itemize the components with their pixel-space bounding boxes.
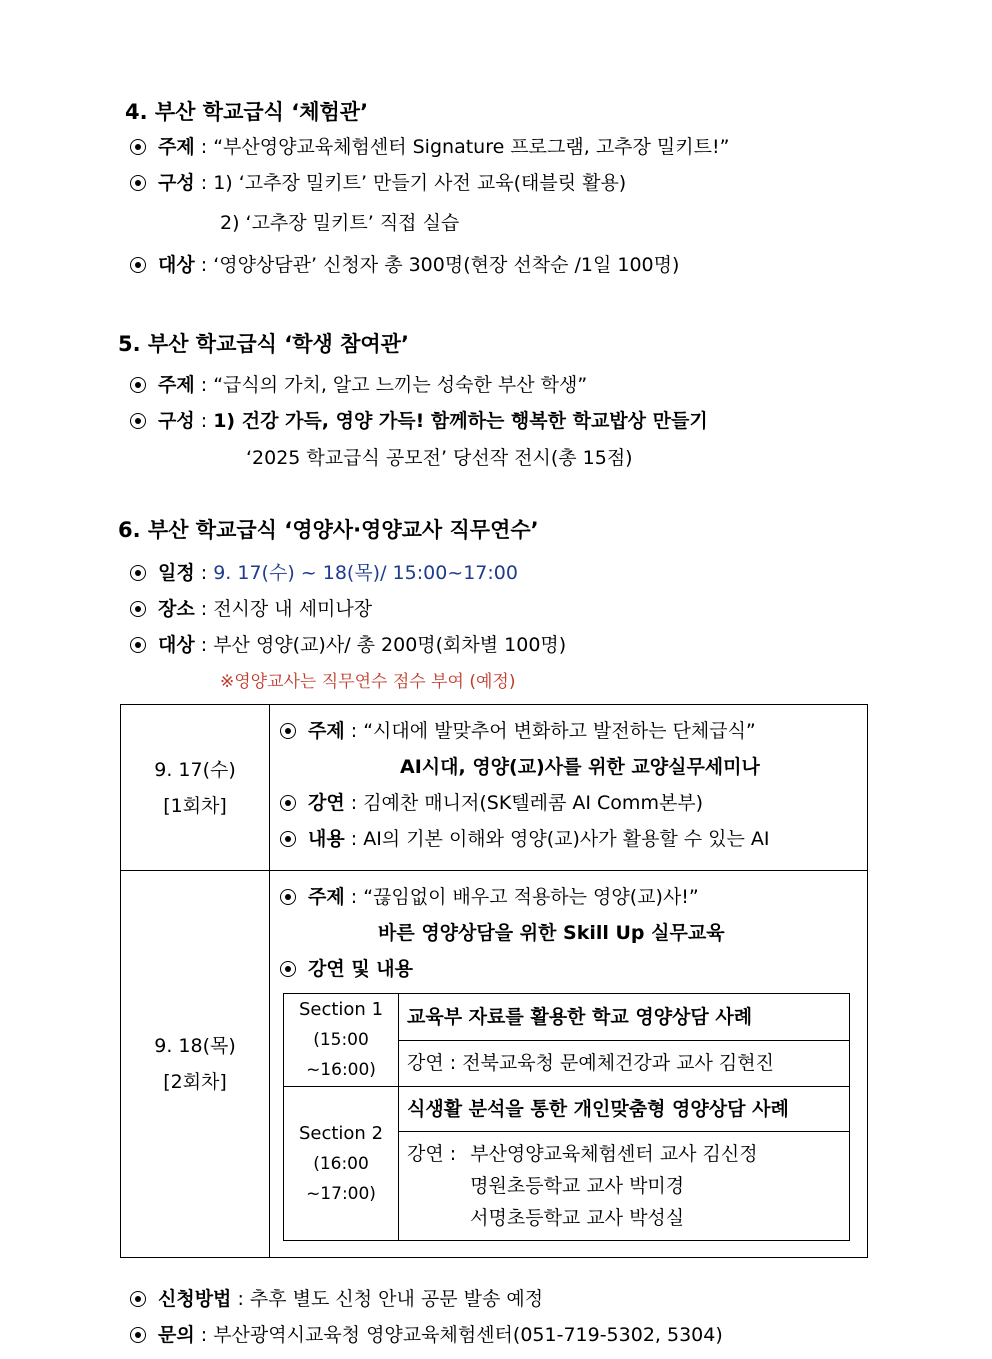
item-label: 강연 및 내용 (308, 958, 413, 980)
section5-topic: 주제 : “급식의 가치, 알고 느끼는 성숙한 부산 학생” (130, 370, 587, 397)
section-name: Section 1 (298, 999, 384, 1020)
circled-dot-icon (130, 139, 146, 155)
session2-content-cell (270, 871, 868, 1258)
section-time: (16:00 (313, 1153, 369, 1174)
item-text: 전시장 내 세미나장 (213, 598, 373, 620)
item-label: 문의 (158, 1324, 195, 1346)
section2-speakers (399, 1132, 850, 1241)
item-label: 구성 (158, 410, 195, 432)
section-time: (15:00 (313, 1030, 369, 1050)
section-time: ~17:00) (306, 1183, 376, 1204)
item-label: 주제 (158, 374, 195, 396)
table-row (121, 705, 868, 871)
section6-heading: 6. 부산 학교급식 ‘영양사·영양교사 직무연수’ (118, 518, 539, 542)
section4-composition-cont: 2) ‘고추장 밀키트’ 직접 실습 (220, 212, 460, 234)
section4-target: 대상 : ‘영양상담관’ 신청자 총 300명(현장 선착순 /1일 100명) (130, 250, 679, 277)
item-text: ‘영양상담관’ 신청자 총 300명(현장 선착순 /1일 100명) (213, 254, 680, 276)
section5-composition: 구성 : 1) 건강 가득, 영양 가득! 함께하는 행복한 학교밥상 만들기 (130, 406, 708, 433)
session-date: 9. 17(수) (154, 758, 236, 781)
circled-dot-icon (280, 831, 296, 847)
item-text: 1) ‘고추장 밀키트’ 만들기 사전 교육(태블릿 활용) (213, 172, 627, 194)
section2-title: 식생활 분석을 통한 개인맞춤형 영양상담 사례 (399, 1087, 850, 1132)
session2-lecture-heading (280, 951, 850, 987)
item-label: 주제 (308, 720, 345, 742)
circled-dot-icon (280, 723, 296, 739)
section6-schedule: 일정 : 9. 17(수) ~ 18(목)/ 15:00~17:00 (130, 558, 518, 585)
item-label: 장소 (158, 598, 195, 620)
session1-content-cell (270, 705, 868, 871)
item-label: 대상 (158, 634, 195, 656)
section4-composition: 구성 : 1) ‘고추장 밀키트’ 만들기 사전 교육(태블릿 활용) (130, 168, 626, 195)
circled-dot-icon (280, 795, 296, 811)
item-label: 대상 (158, 254, 195, 276)
item-text: “부산영양교육체험센터 Signature 프로그램, 고추장 밀키트!” (213, 136, 730, 158)
session2-topic: 주제 : “끊임없이 배우고 적용하는 영양(교)사!” (280, 879, 850, 915)
session1-topic-sub: AI시대, 영양(교)사를 위한 교양실무세미나 (400, 756, 760, 778)
section6-target: 대상 : 부산 영양(교)사/ 총 200명(회차별 100명) (130, 630, 566, 657)
section2-cell (284, 1087, 399, 1241)
section6-venue: 장소 : 전시장 내 세미나장 (130, 594, 372, 621)
session1-topic: 주제 : “시대에 발맞추어 변화하고 발전하는 단체급식” (280, 713, 867, 749)
session1-lecture: 강연 : 김예찬 매니저(SK텔레콤 AI Comm본부) (280, 785, 867, 821)
section1-speakers (399, 1040, 850, 1087)
section5-heading: 5. 부산 학교급식 ‘학생 참여관’ (118, 332, 409, 356)
item-label: 일정 (158, 562, 195, 584)
footer-contact: 문의 : 부산광역시교육청 영양교육체험센터(051-719-5302, 5304) (130, 1320, 723, 1347)
item-label: 구성 (158, 172, 195, 194)
circled-dot-icon (130, 413, 146, 429)
session-round: [1회차] (163, 794, 227, 817)
section5-composition-cont: ‘2025 학교급식 공모전’ 당선작 전시(총 15점) (246, 447, 633, 469)
item-text: 1) 건강 가득, 영양 가득! 함께하는 행복한 학교밥상 만들기 (213, 410, 708, 432)
seminar-schedule-table (120, 704, 868, 1258)
item-text: 부산 영양(교)사/ 총 200명(회차별 100명) (213, 634, 567, 656)
item-text: 김예찬 매니저(SK텔레콤 AI Comm본부) (363, 792, 704, 814)
circled-dot-icon (130, 175, 146, 191)
circled-dot-icon (130, 1291, 146, 1307)
session1-date-cell (121, 705, 270, 871)
section6-note: ※영양교사는 직무연수 점수 부여 (예정) (220, 672, 516, 692)
section1-cell (284, 994, 399, 1087)
session2-topic-sub: 바른 영양상담을 위한 Skill Up 실무교육 (378, 922, 725, 944)
item-label: 주제 (158, 136, 195, 158)
session2-date-cell (121, 871, 270, 1258)
table-row (121, 871, 868, 1258)
item-label: 내용 (308, 828, 345, 850)
speaker-name: 부산영양교육체험센터 교사 김신정 (470, 1143, 758, 1165)
circled-dot-icon (130, 377, 146, 393)
speaker-prefix: 강연 : (407, 1143, 457, 1165)
item-text: “급식의 가치, 알고 느끼는 성숙한 부산 학생” (213, 374, 588, 396)
speaker-name: 전북교육청 문예체건강과 교사 김현진 (462, 1052, 774, 1075)
item-label: 신청방법 (158, 1288, 232, 1310)
table-row (284, 994, 850, 1041)
item-text: AI의 기본 이해와 영양(교)사가 활용할 수 있는 AI (363, 828, 770, 850)
item-text: 9. 17(수) ~ 18(목)/ 15:00~17:00 (213, 562, 518, 584)
footer-apply: 신청방법 : 추후 별도 신청 안내 공문 발송 예정 (130, 1284, 543, 1311)
circled-dot-icon (130, 601, 146, 617)
session-round: [2회차] (163, 1071, 227, 1093)
circled-dot-icon (280, 961, 296, 977)
item-label: 강연 (308, 792, 345, 814)
circled-dot-icon (130, 257, 146, 273)
circled-dot-icon (130, 1327, 146, 1343)
speaker-name: 명원초등학교 교사 박미경 (470, 1175, 685, 1197)
item-text: “끊임없이 배우고 적용하는 영양(교)사!” (363, 886, 699, 908)
section-table (283, 993, 850, 1241)
section4-heading: 4. 부산 학교급식 ‘체험관’ (125, 100, 369, 124)
section1-title: 교육부 자료를 활용한 학교 영양상담 사례 (399, 994, 850, 1041)
item-text: 추후 별도 신청 안내 공문 발송 예정 (249, 1288, 544, 1310)
item-text: “시대에 발맞추어 변화하고 발전하는 단체급식” (363, 720, 756, 742)
table-row (284, 1087, 850, 1132)
section-name: Section 2 (298, 1122, 384, 1144)
section4-topic: 주제 : “부산영양교육체험센터 Signature 프로그램, 고추장 밀키트!” (130, 132, 729, 159)
item-label: 주제 (308, 886, 345, 908)
circled-dot-icon (130, 565, 146, 581)
section-time: ~16:00) (306, 1060, 376, 1080)
speaker-prefix: 강연 : (407, 1052, 457, 1075)
circled-dot-icon (130, 637, 146, 653)
session-date: 9. 18(목) (154, 1035, 236, 1057)
speaker-name: 서명초등학교 교사 박성실 (470, 1207, 685, 1229)
circled-dot-icon (280, 889, 296, 905)
session1-content: 내용 : AI의 기본 이해와 영양(교)사가 활용할 수 있는 AI (280, 821, 867, 857)
item-text: 부산광역시교육청 영양교육체험센터(051-719-5302, 5304) (213, 1324, 723, 1346)
